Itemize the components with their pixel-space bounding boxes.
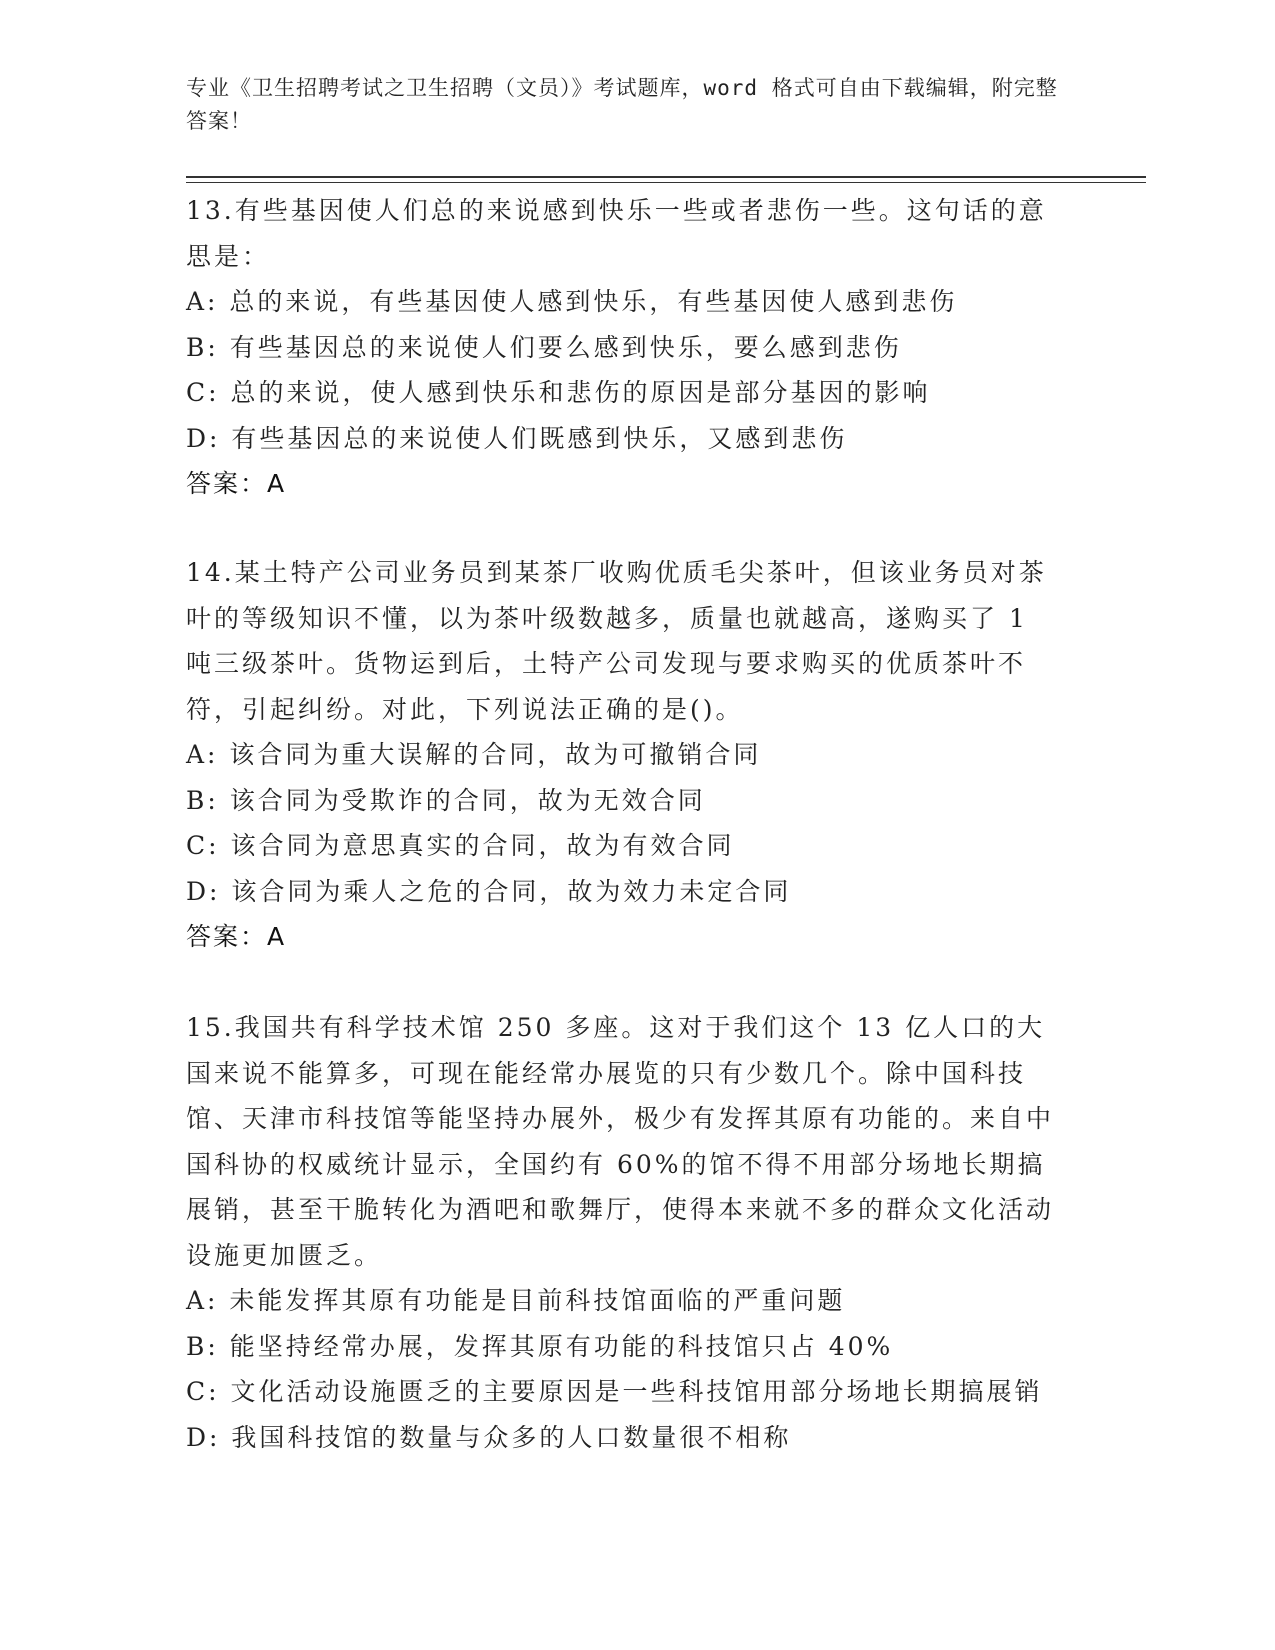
option-b: B: 有些基因总的来说使人们要么感到快乐，要么感到悲伤 — [186, 332, 902, 362]
option-a: A: 总的来说，有些基因使人感到快乐，有些基因使人感到悲伤 — [186, 287, 958, 316]
option-b: B: 能坚持经常办展，发挥其原有功能的科技馆只占 40% — [186, 1331, 894, 1361]
option-a: A: 未能发挥其原有功能是目前科技馆面临的严重问题 — [186, 1286, 846, 1315]
answer-line: 答案：A — [186, 469, 287, 498]
option-d: D: 我国科技馆的数量与众多的人口数量很不相称 — [186, 1422, 792, 1452]
answer-line: 答案：A — [186, 922, 287, 951]
question-stem: 13.有些基因使人们总的来说感到快乐一些或者悲伤一些。这句话的意思是： — [186, 196, 1047, 271]
option-c: C: 该合同为意思真实的合同，故为有效合同 — [186, 831, 735, 860]
document-header: 专业《卫生招聘考试之卫生招聘（文员）》考试题库，word 格式可自由下载编辑，附完整答案！ — [186, 76, 1058, 133]
question-14 — [186, 550, 1066, 960]
option-c: C: 文化活动设施匮乏的主要原因是一些科技馆用部分场地长期搞展销 — [186, 1377, 1043, 1406]
question-stem: 14.某土特产公司业务员到某茶厂收购优质毛尖茶叶，但该业务员对茶叶的等级知识不懂，以为茶叶级数越多，质量也就越高，遂购买了 1 吨三级茶叶。货物运到后，土特产公司发现与要求购买的优质茶叶不符，引起纠纷。对此，下列说法正确的是()。 — [186, 558, 1047, 724]
question-13 — [186, 188, 1066, 507]
option-d: D: 该合同为乘人之危的合同，故为效力未定合同 — [186, 876, 792, 906]
question-15 — [186, 1005, 1066, 1460]
option-c: C: 总的来说，使人感到快乐和悲伤的原因是部分基因的影响 — [186, 378, 931, 407]
header-divider-thick — [186, 176, 1146, 178]
option-b: B: 该合同为受欺诈的合同，故为无效合同 — [186, 785, 706, 815]
question-stem: 15.我国共有科学技术馆 250 多座。这对于我们这个 13 亿人口的大国来说不能算多，可现在能经常办展览的只有少数几个。除中国科技馆、天津市科技馆等能坚持办展外，极少有发挥其原有功能的。来自中国科协的权威统计显示，全国约有 60%的馆不得不用部分场地长期搞展销，甚至干脆转化为酒吧和歌舞厅，使得本来就不多的群众文化活动设施更加匮乏。 — [186, 1013, 1055, 1270]
option-a: A: 该合同为重大误解的合同，故为可撤销合同 — [186, 740, 762, 769]
option-d: D: 有些基因总的来说使人们既感到快乐，又感到悲伤 — [186, 423, 848, 453]
header-divider-thin — [186, 182, 1146, 183]
